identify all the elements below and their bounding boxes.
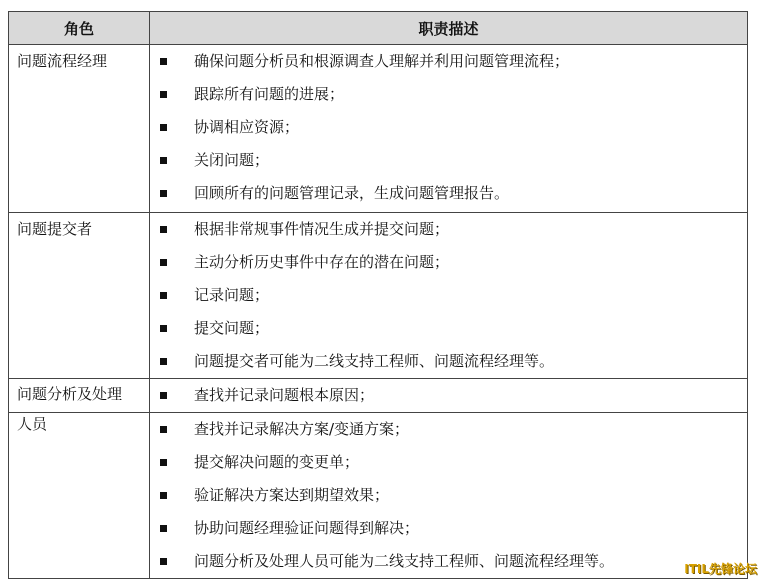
role-cell: 问题提交者 (9, 213, 150, 379)
duty-list (150, 413, 747, 578)
square-bullet-icon (160, 426, 167, 433)
duty-text: 查找并记录解决方案/变通方案； (194, 420, 410, 438)
duty-text: 提交解决问题的变更单； (194, 453, 360, 471)
duty-text: 提交问题； (194, 319, 270, 337)
duty-cell (150, 413, 748, 579)
duty-text: 协助问题经理验证问题得到解决； (194, 519, 420, 537)
square-bullet-icon (160, 525, 167, 532)
forum-watermark: ITIL先锋论坛 (684, 562, 757, 576)
square-bullet-icon (160, 492, 167, 499)
duty-list (150, 45, 747, 210)
square-bullet-icon (160, 157, 167, 164)
square-bullet-icon (160, 226, 167, 233)
table-row (9, 45, 748, 213)
list-item (150, 246, 747, 279)
list-item (150, 512, 747, 545)
square-bullet-icon (160, 259, 167, 266)
duty-cell (150, 213, 748, 379)
duty-cell (150, 379, 748, 413)
square-bullet-icon (160, 558, 167, 565)
square-bullet-icon (160, 459, 167, 466)
duty-list (150, 213, 747, 378)
duty-text: 协调相应资源； (194, 118, 300, 136)
list-item (150, 78, 747, 111)
square-bullet-icon (160, 358, 167, 365)
duty-text: 确保问题分析员和根源调查人理解并利用问题管理流程； (194, 52, 570, 70)
square-bullet-icon (160, 392, 167, 399)
list-item (150, 144, 747, 177)
role-cell: 问题分析及处理 (9, 379, 150, 413)
duty-text: 关闭问题； (194, 151, 270, 169)
square-bullet-icon (160, 91, 167, 98)
role-cell: 人员 (9, 413, 150, 579)
duty-text: 验证解决方案达到期望效果； (194, 486, 390, 504)
table-row (9, 413, 748, 579)
duty-text: 主动分析历史事件中存在的潜在问题； (194, 253, 450, 271)
duty-list (150, 379, 747, 412)
duty-cell (150, 45, 748, 213)
square-bullet-icon (160, 58, 167, 65)
header-duty: 职责描述 (150, 12, 748, 45)
header-role: 角色 (9, 12, 150, 45)
duty-text: 回顾所有的问题管理记录，生成问题管理报告。 (194, 184, 510, 202)
duty-text: 根据非常规事件情况生成并提交问题； (194, 220, 450, 238)
list-item (150, 177, 747, 210)
list-item (150, 345, 747, 378)
table-row (9, 213, 748, 379)
list-item (150, 213, 747, 246)
square-bullet-icon (160, 190, 167, 197)
list-item (150, 413, 747, 446)
list-item (150, 312, 747, 345)
duty-text: 跟踪所有问题的进展； (194, 85, 345, 103)
list-item (150, 479, 747, 512)
list-item (150, 45, 747, 78)
duty-text: 记录问题； (194, 286, 270, 304)
list-item (150, 279, 747, 312)
square-bullet-icon (160, 292, 167, 299)
list-item (150, 545, 747, 578)
duty-text: 查找并记录问题根本原因； (194, 386, 375, 404)
duty-text: 问题分析及处理人员可能为二线支持工程师、问题流程经理等。 (194, 552, 615, 570)
list-item (150, 446, 747, 479)
list-item (150, 111, 747, 144)
header-row (9, 12, 748, 45)
duty-text: 问题提交者可能为二线支持工程师、问题流程经理等。 (194, 352, 555, 370)
table-row (9, 379, 748, 413)
roles-table (8, 11, 748, 579)
list-item (150, 379, 747, 412)
square-bullet-icon (160, 124, 167, 131)
square-bullet-icon (160, 325, 167, 332)
role-cell: 问题流程经理 (9, 45, 150, 213)
